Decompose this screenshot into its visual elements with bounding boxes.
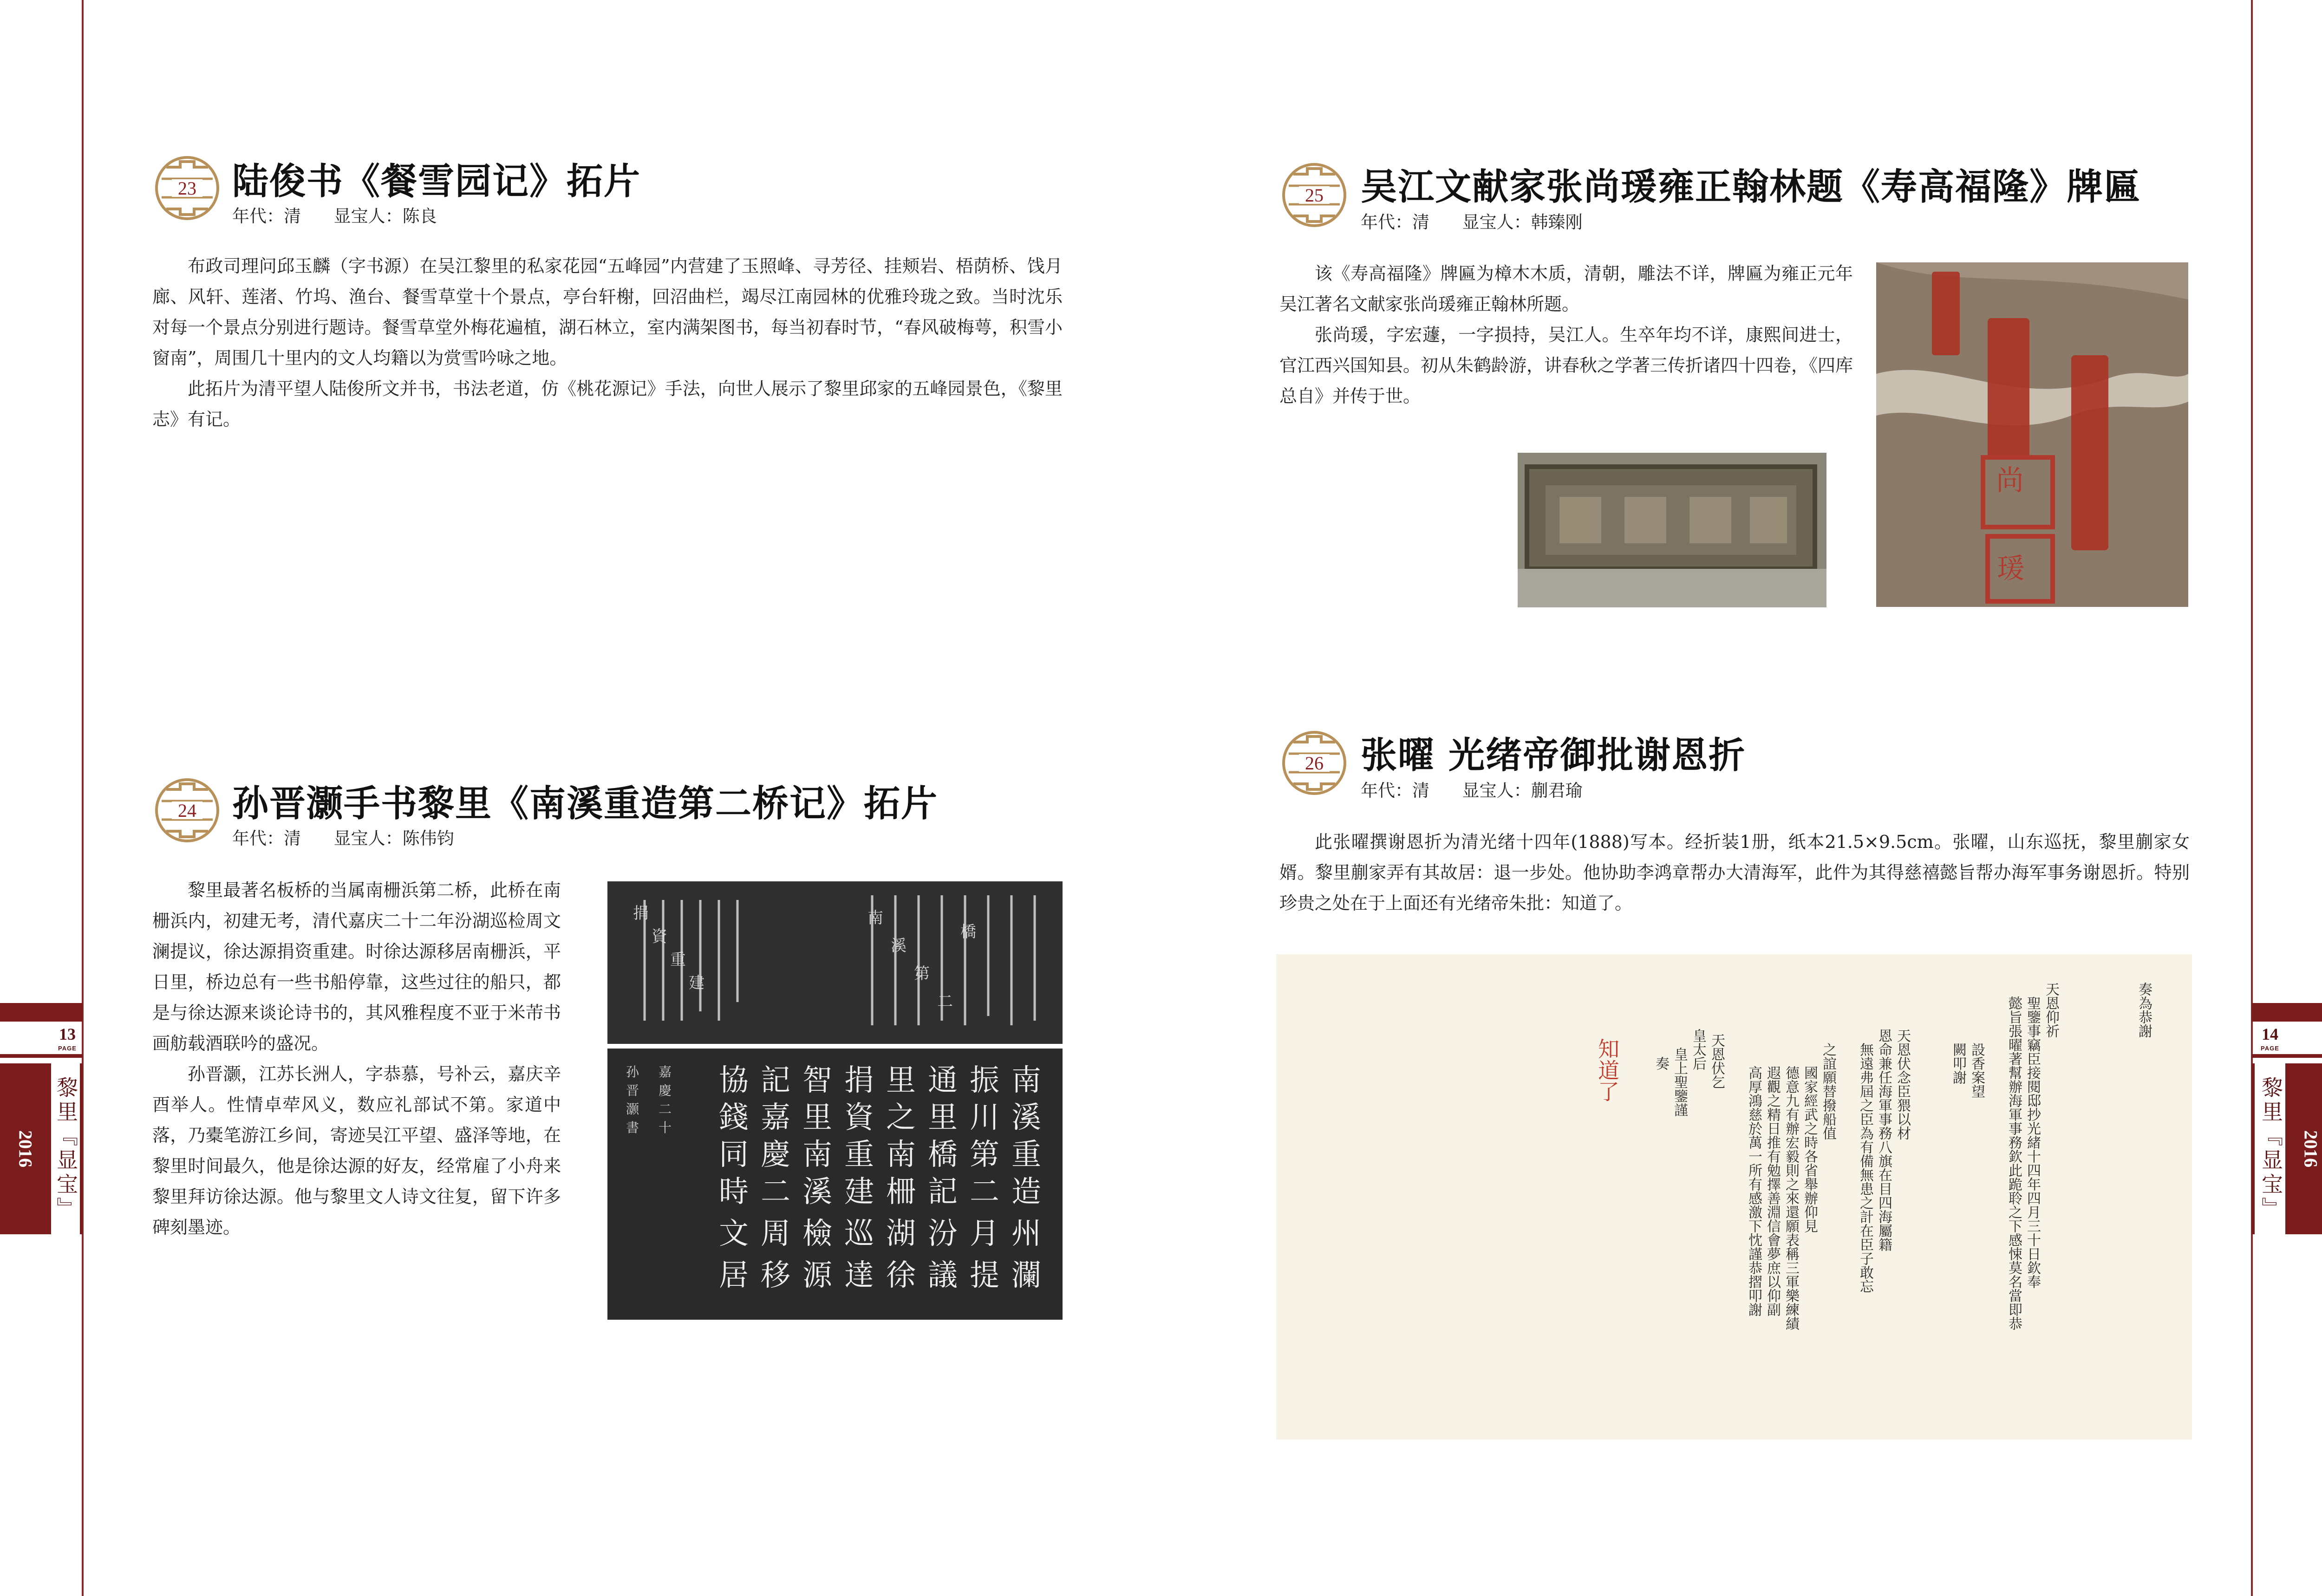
svg-text:二: 二 [970,1175,999,1209]
section-body [152,251,1063,435]
svg-text:月: 月 [970,1217,999,1251]
svg-text:建: 建 [689,974,704,992]
svg-text:溪: 溪 [891,937,907,955]
svg-text:橋: 橋 [928,1138,958,1172]
svg-text:湖: 湖 [886,1217,916,1251]
svg-text:慶: 慶 [761,1138,790,1172]
right-tab-edge [2252,1063,2255,1234]
svg-text:柵: 柵 [886,1175,916,1209]
section-number: 23 [178,178,196,199]
memorial-column: 天恩伏乞 [1709,1033,1725,1089]
section-number-emblem [1279,728,1349,798]
svg-text:二: 二 [761,1175,790,1209]
svg-text:第: 第 [914,964,930,983]
vermilion-annotation: 知道了 [1595,1038,1620,1102]
svg-text:造: 造 [1011,1175,1041,1209]
memorial-column: 高厚鴻慈於萬一所有感激下忱謹恭摺叩謝 [1746,1066,1762,1316]
svg-text:提: 提 [970,1258,999,1293]
section-title: 陆俊书《餐雪园记》拓片 [232,160,641,202]
section-number: 25 [1305,185,1324,206]
svg-text:建: 建 [844,1175,874,1209]
section-number: 26 [1305,753,1324,774]
svg-text:重: 重 [670,951,686,969]
rubbing-photo-bottom [607,1049,1063,1320]
svg-text:重: 重 [1011,1138,1041,1172]
svg-text:瀾: 瀾 [1011,1258,1041,1293]
svg-text:移: 移 [761,1258,790,1293]
paragraph: 张尚瑗，字宏蘧，一字损持，吴江人。生卒年均不详，康熙间进士，官江西兴国知县。初从朱鹤龄游，讲春秋之学著三传折诸四十四卷，《四库总自》并传于世。 [1279,325,1853,406]
svg-text:通: 通 [928,1063,958,1098]
svg-text:二: 二 [659,1101,672,1117]
svg-text:同: 同 [719,1138,749,1172]
plaque-detail-photo [1876,262,2188,607]
plaque-photo [1518,453,1826,607]
memorial-column: 皇太后 [1690,1029,1706,1070]
section-title: 孙晋灏手书黎里《南溪重造第二桥记》拓片 [232,782,939,825]
svg-text:溪: 溪 [802,1175,832,1209]
svg-text:慶: 慶 [659,1083,672,1098]
svg-text:議: 議 [928,1258,958,1293]
memorial-scan [1276,954,2192,1440]
right-side-title: 黎里『显宝』 [2257,1063,2285,1234]
svg-text:檢: 檢 [802,1217,832,1251]
memorial-column: 聖鑒事竊臣接閱邸抄光緒十四年四月三十日欽奉 [2024,996,2041,1289]
svg-text:溪: 溪 [1011,1101,1041,1135]
memorial-column: 奏為恭謝 [2136,982,2152,1038]
svg-text:源: 源 [802,1258,832,1293]
svg-text:錢: 錢 [719,1101,749,1135]
memorial-column: 國家經武之時各省舉辦仰見 [1801,1066,1818,1233]
memorial-column: 恩命兼任海軍事務八旗在目四海屬籍 [1876,1029,1892,1251]
section-title: 吴江文献家张尚瑗雍正翰林题《寿高福隆》牌匾 [1361,166,2141,208]
svg-text:川: 川 [970,1101,999,1135]
svg-text:孙: 孙 [626,1064,639,1080]
svg-text:南: 南 [867,909,883,927]
svg-text:文: 文 [719,1217,749,1251]
memorial-column: 無遠弗屆之臣為有備無患之計在臣子敢忘 [1857,1042,1873,1293]
svg-text:居: 居 [719,1258,749,1293]
paragraph: 孙晋灏，江苏长洲人，字恭慕，号补云，嘉庆辛酉举人。性情卓荦风义，数应礼部试不第。家道中落，乃橐笔游江乡间，寄迹吴江平望、盛泽等地，在黎里时间最久，他是徐达源的好友，经常雇了小舟来黎里拜访徐达源。他与黎里文人诗文往复，留下许多碑刻墨迹。 [152,1064,561,1238]
section-number-emblem [152,153,222,223]
left-tab-edge [80,1063,83,1234]
left-side-title: 黎里『显宝』 [52,1063,80,1234]
section-meta: 年代：清 显宝人：陈良 [232,206,437,226]
right-tab-rule [2252,1054,2322,1058]
svg-text:資: 資 [844,1101,874,1135]
svg-text:南: 南 [1011,1063,1041,1098]
paragraph: 黎里最著名板桥的当属南栅浜第二桥，此桥在南栅浜内，初建无考，清代嘉庆二十二年汾湖巡检周文澜提议，徐达源捐资重建。时徐达源移居南栅浜，平日里，桥边总有一些书船停靠，这些过往的船只，都是与徐达源来谈论诗书的，其风雅程度不亚于米芾书画舫载酒联吟的盛况。 [152,880,561,1054]
section-body [152,875,561,1243]
svg-text:汾: 汾 [928,1217,958,1251]
svg-text:振: 振 [970,1063,999,1098]
svg-text:協: 協 [719,1063,749,1098]
right-tab-top-band [2252,1003,2322,1022]
section-number: 24 [178,800,196,821]
section-body [1279,827,2190,919]
svg-text:周: 周 [761,1217,790,1251]
svg-text:達: 達 [844,1258,874,1293]
right-page-border [2251,0,2253,1596]
svg-text:州: 州 [1011,1217,1041,1251]
memorial-column: 天恩伏念臣猥以材 [1894,1029,1911,1140]
svg-text:里: 里 [802,1101,832,1135]
right-page-label: PAGE [2261,1045,2279,1052]
svg-text:二: 二 [937,992,953,1011]
svg-text:之: 之 [886,1101,916,1135]
paragraph: 该《寿高福隆》牌匾为樟木木质，清朝，雕法不详，牌匾为雍正元年吴江著名文献家张尚瑗雍正翰林所题。 [1279,263,1853,314]
section-meta: 年代：清 显宝人：蒯君瑜 [1361,781,1583,801]
left-side-year: 2016 [0,1063,51,1234]
svg-text:瑗: 瑗 [1997,553,2025,585]
paragraph: 此张曜撰谢恩折为清光绪十四年(1888)写本。经折装1册，纸本21.5×9.5cm。张曜，山东巡抚，黎里蒯家女婿。黎里蒯家弄有其故居：退一步处。他协助李鸿章帮办大清海军，此件为其得慈禧懿旨帮办海军事务谢恩折。特别珍贵之处在于上面还有光绪帝朱批：知道了。 [1279,832,2190,913]
right-side-year: 2016 [2285,1063,2322,1234]
left-tab-top-band [0,1003,83,1022]
svg-text:尚: 尚 [1996,464,2024,497]
svg-text:時: 時 [719,1175,749,1209]
svg-text:里: 里 [886,1063,916,1098]
left-page-label: PAGE [58,1045,77,1052]
svg-text:重: 重 [844,1138,874,1172]
memorial-column: 天恩仰祈 [2043,982,2059,1038]
svg-text:十: 十 [659,1120,672,1135]
memorial-column: 之誼願替撥船值 [1820,1042,1836,1140]
memorial-column: 德意九有辦宏毅則之來還願表稱三軍樂練績 [1783,1066,1799,1330]
svg-text:捐: 捐 [844,1063,874,1098]
svg-text:第: 第 [970,1138,999,1172]
svg-text:嘉: 嘉 [659,1064,672,1080]
memorial-column: 設香案望 [1969,1042,1985,1098]
svg-text:嘉: 嘉 [761,1101,790,1135]
svg-text:里: 里 [928,1101,958,1135]
svg-text:徐: 徐 [886,1258,916,1293]
svg-text:捐: 捐 [633,904,649,923]
memorial-column: 遐觀之精日推有勉擇善淵信會夢庶以仰副 [1764,1066,1781,1316]
section-number-emblem [1279,160,1349,230]
rubbing-photo-top [607,881,1063,1044]
svg-text:書: 書 [626,1120,639,1135]
svg-text:橋: 橋 [960,923,976,941]
svg-text:灏: 灏 [626,1101,639,1117]
paragraph: 此拓片为清平望人陆俊所文并书，书法老道，仿《桃花源记》手法，向世人展示了黎里邱家的五峰园景色，《黎里志》有记。 [152,378,1063,430]
svg-text:晋: 晋 [626,1083,639,1098]
svg-text:智: 智 [802,1063,832,1098]
section-number-emblem [152,775,222,845]
svg-text:記: 記 [928,1175,958,1209]
svg-text:資: 資 [652,927,667,946]
memorial-column: 闕叩謝 [1950,1042,1966,1084]
section-title: 张曜 光绪帝御批谢恩折 [1361,734,1746,776]
right-page-number: 14 [2262,1025,2278,1043]
left-tab-rule [0,1054,83,1058]
section-body [1279,258,1853,411]
memorial-column: 懿旨張曜著幫辦海軍事務欽此跪聆之下感悚莫名當即恭 [2006,996,2022,1330]
section-meta: 年代：清 显宝人：韩臻刚 [1361,212,1583,232]
svg-text:南: 南 [802,1138,832,1172]
section-meta: 年代：清 显宝人：陈伟钧 [232,828,454,848]
svg-text:記: 記 [761,1063,790,1098]
svg-text:南: 南 [886,1138,916,1172]
memorial-column: 皇上聖鑒謹 [1671,1047,1688,1117]
svg-text:巡: 巡 [844,1217,874,1251]
memorial-column: 奏 [1653,1056,1669,1070]
left-page-border [82,0,84,1596]
left-page-number: 13 [59,1025,76,1043]
paragraph: 布政司理问邱玉麟（字书源）在吴江黎里的私家花园“五峰园”内营建了玉照峰、寻芳径、挂颊岩、梧荫桥、饯月廊、风轩、莲渚、竹坞、渔台、餐雪草堂十个景点，亭台轩榭，回沼曲栏，竭尽江南园林的优雅玲珑之致。当时沈乐对每一个景点分别进行题诗。餐雪草堂外梅花遍植，湖石林立，室内满架图书，每当初春时节，“春风破梅萼，积雪小窗南”，周围几十里内的文人均籍以为赏雪吟咏之地。 [152,256,1063,368]
